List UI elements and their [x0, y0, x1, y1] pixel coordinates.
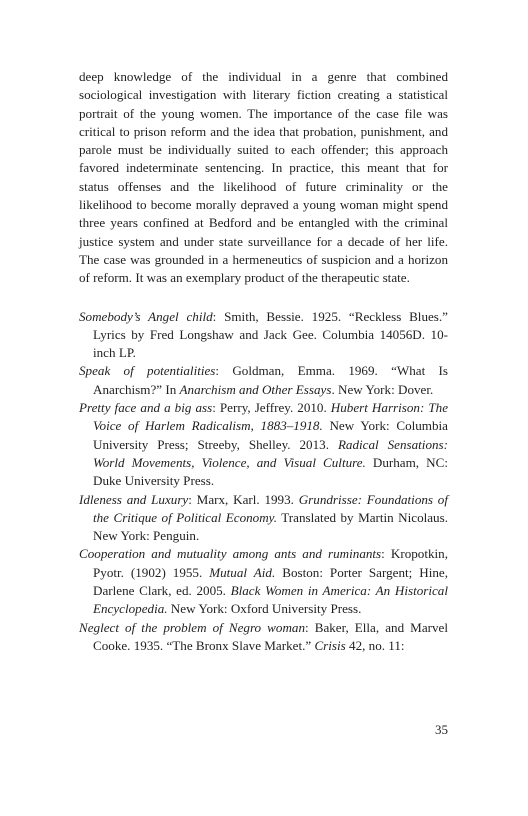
note-citation: Durham, NC: Duke University Press. — [93, 454, 448, 489]
note-keyphrase: Somebody’s Angel child — [79, 308, 213, 324]
note-entry — [79, 399, 448, 490]
note-entry — [79, 308, 448, 363]
note-entry — [79, 491, 448, 546]
note-title: Mutual Aid. — [209, 564, 276, 580]
page-number: 35 — [435, 722, 448, 737]
note-citation: New York: Oxford University Press. — [167, 601, 362, 617]
note-citation: : Smith, Bessie. 1925. “Reckless Blues.” Lyrics by Fred Longshaw and Jack Gee. Columbia 14056D. 10-inch LP. — [93, 308, 448, 361]
notes-list — [79, 308, 448, 656]
note-title: Black Women in America: An Historical Encyclopedia. — [93, 583, 448, 617]
note-citation: : Perry, Jeffrey. 2010. — [212, 400, 331, 416]
note-keyphrase: Neglect of the problem of Negro woman — [79, 619, 305, 635]
note-citation: 42, no. 11: — [345, 637, 405, 653]
note-title: Anarchism and Other Essays — [179, 381, 332, 397]
note-citation: New York: Columbia University Press; Streeby, Shelley. 2013. — [93, 418, 448, 452]
note-entry — [79, 362, 448, 399]
note-keyphrase: Speak of potentialities — [79, 363, 216, 379]
note-citation: : Kropotkin, Pyotr. (1902) 1955. — [93, 546, 448, 580]
note-title: Grundrisse: Foundations of the Critique of Political Economy. — [93, 491, 448, 525]
note-title: Radical Sensations: World Movements, Violence, and Visual Culture. — [93, 436, 448, 470]
note-keyphrase: Cooperation and mutuality among ants and ruminants — [79, 546, 382, 562]
note-citation: : Baker, Ella, and Marvel Cooke. 1935. “The Bronx Slave Market.” — [93, 619, 448, 653]
note-keyphrase: Idleness and Luxury — [79, 491, 189, 507]
note-citation: : Goldman, Emma. 1969. “What Is Anarchism?” In — [93, 363, 448, 397]
note-citation: Boston: Porter Sargent; Hine, Darlene Clark, ed. 2005. — [93, 564, 448, 599]
note-title: Crisis — [314, 637, 346, 653]
body-paragraph: deep knowledge of the individual in a genre that combined sociological investigation with literary fiction creating a statistical portrait of the young women. The importance of the case file was critical to prison reform and the idea that probation, punishment, and parole must be individually suited to each offender; this approach favored indeterminate sentencing. In practice, this meant that for status offenses and the likelihood of future criminality or the likelihood to become morally depraved a young woman might spend three years confined at Bedford and be entangled with the criminal justice system and under state surveillance for a decade of her life. The case was grounded in a hermeneutics of suspicion and a horizon of reform. It was an exemplary product of the therapeutic state. — [79, 69, 448, 286]
note-keyphrase: Pretty face and a big ass — [79, 400, 213, 416]
note-entry — [79, 619, 448, 656]
page-content — [79, 68, 448, 655]
note-citation: . New York: Dover. — [331, 381, 434, 397]
note-citation: Translated by Martin Nicolaus. New York: Penguin. — [93, 509, 448, 544]
note-entry — [79, 545, 448, 618]
note-citation: : Marx, Karl. 1993. — [188, 491, 299, 507]
note-title: Hubert Harrison: The Voice of Harlem Radicalism, 1883–1918. — [93, 400, 449, 434]
